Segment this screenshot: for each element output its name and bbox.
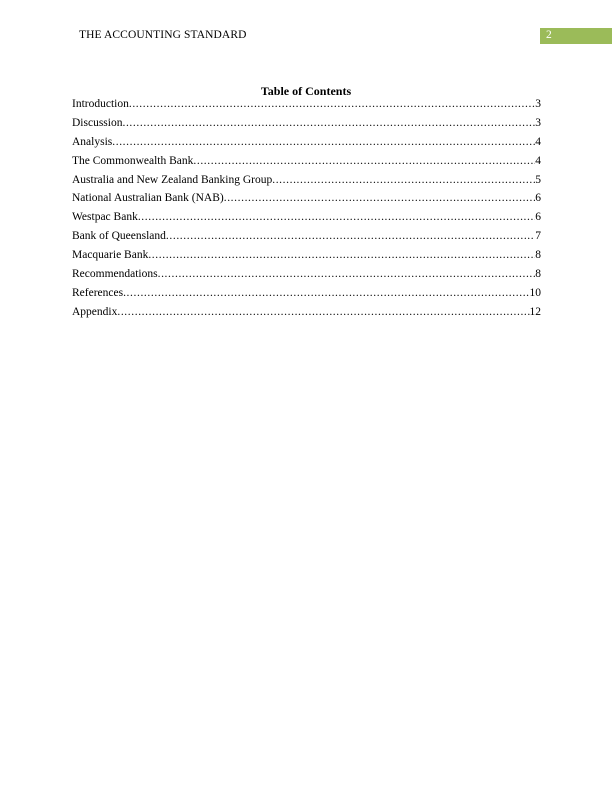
toc-entry-macquarie[interactable]	[72, 249, 541, 268]
dot-leader	[122, 117, 535, 130]
toc-entry-label[interactable]: Bank of Queensland	[72, 230, 166, 243]
toc-entry-page[interactable]: 7	[535, 230, 541, 243]
toc-entry-page[interactable]: 3	[535, 98, 541, 110]
toc-entry-introduction[interactable]	[72, 98, 541, 117]
dot-leader	[272, 174, 535, 187]
toc-entry-label[interactable]: The Commonwealth Bank	[72, 154, 194, 167]
page-number-badge	[540, 28, 612, 44]
dot-leader	[138, 211, 535, 224]
toc-entry-nab[interactable]	[72, 192, 541, 211]
dot-leader	[193, 155, 535, 168]
toc-entry-commonwealth-bank[interactable]	[72, 155, 541, 174]
toc-entry-label[interactable]: National Australian Bank (NAB)	[72, 192, 224, 205]
toc-entry-label[interactable]: Appendix	[72, 305, 118, 318]
toc-entry-page[interactable]: 6	[535, 211, 541, 224]
toc-entry-page[interactable]: 6	[535, 192, 541, 205]
toc-entry-label[interactable]: Analysis	[72, 135, 113, 148]
toc-entry-page[interactable]: 4	[535, 154, 541, 167]
toc-entry-page[interactable]: 3	[535, 116, 541, 129]
dot-leader	[158, 268, 536, 281]
dot-leader	[148, 249, 535, 262]
toc-entry-westpac[interactable]	[72, 211, 541, 230]
toc-entry-references[interactable]	[72, 287, 541, 306]
dot-leader	[129, 98, 535, 111]
toc-entry-label[interactable]: Australia and New Zealand Banking Group	[72, 173, 273, 186]
dot-leader	[224, 192, 536, 205]
toc-entry-appendix[interactable]	[72, 306, 541, 325]
toc-entry-page[interactable]: 12	[529, 305, 541, 318]
toc-entry-bank-of-queensland[interactable]	[72, 230, 541, 249]
toc-entry-discussion[interactable]	[72, 117, 541, 136]
dot-leader	[166, 230, 535, 243]
toc-entry-page[interactable]: 10	[529, 286, 541, 299]
dot-leader	[112, 136, 535, 149]
toc-entry-label[interactable]: Recommendations	[72, 268, 158, 281]
toc-entry-anz[interactable]	[72, 174, 541, 193]
toc-entry-label[interactable]: Discussion	[72, 116, 123, 129]
toc-entry-analysis[interactable]	[72, 136, 541, 155]
toc-entry-recommendations[interactable]	[72, 268, 541, 287]
toc-title: Table of Contents	[260, 84, 352, 98]
page-header	[0, 27, 612, 45]
toc-entry-page[interactable]: 4	[535, 135, 541, 148]
toc-entry-label[interactable]: Introduction	[72, 98, 129, 110]
toc-entry-page[interactable]: 8	[535, 249, 541, 262]
table-of-contents	[72, 98, 541, 325]
toc-entry-page[interactable]: 5	[535, 173, 541, 186]
toc-entry-page[interactable]: 8	[535, 268, 541, 281]
toc-entry-label[interactable]: Westpac Bank	[72, 211, 138, 224]
dot-leader	[117, 306, 529, 319]
toc-entry-label[interactable]: References	[72, 286, 124, 299]
dot-leader	[123, 287, 529, 300]
page-number: 2	[546, 29, 552, 41]
toc-entry-label[interactable]: Macquarie Bank	[72, 249, 149, 262]
running-head: THE ACCOUNTING STANDARD	[79, 29, 247, 41]
